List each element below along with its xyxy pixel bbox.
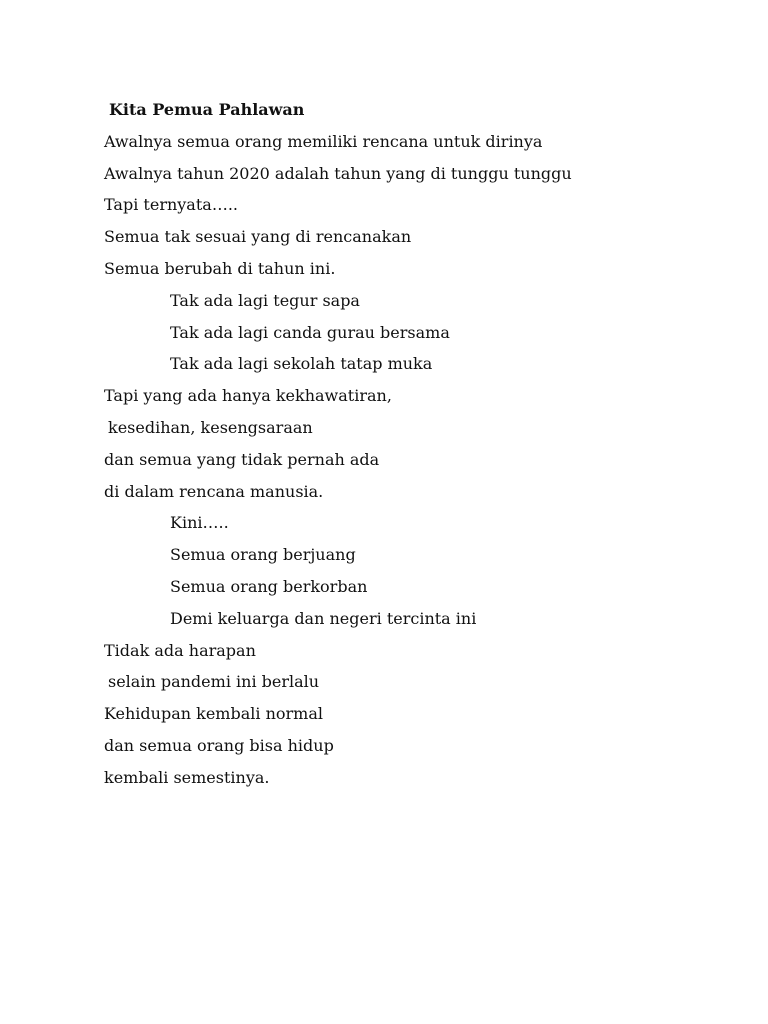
poem-line: selain pandemi ini berlalu [108, 672, 320, 692]
poem-line: Tidak ada harapan [104, 640, 256, 660]
poem-line: Awalnya tahun 2020 adalah tahun yang di tunggu tunggu [104, 163, 572, 183]
poem-line-indented: Semua orang berjuang [170, 545, 356, 565]
poem-line: Semua berubah di tahun ini. [104, 258, 336, 278]
poem-line: Semua tak sesuai yang di rencanakan [104, 227, 412, 247]
poem-line: Awalnya semua orang memiliki rencana untuk dirinya [104, 131, 543, 151]
poem-line-indented: Semua orang berkorban [170, 576, 368, 596]
poem-line-indented: Kini….. [170, 513, 229, 533]
poem-line: dan semua orang bisa hidup [104, 735, 334, 755]
poem-line-indented: Tak ada lagi canda gurau bersama [170, 322, 450, 342]
poem-body [104, 94, 704, 794]
poem-line: Tapi yang ada hanya kekhawatiran, [104, 386, 392, 406]
poem-line: kesedihan, kesengsaraan [108, 417, 313, 437]
poem-line-indented: Demi keluarga dan negeri tercinta ini [170, 608, 477, 628]
poem-line: kembali semestinya. [104, 767, 270, 787]
poem-line: di dalam rencana manusia. [104, 481, 324, 501]
poem-line: dan semua yang tidak pernah ada [104, 449, 380, 469]
poem-line-indented: Tak ada lagi sekolah tatap muka [170, 354, 433, 374]
poem-line: Kehidupan kembali normal [104, 704, 323, 724]
poem-line-indented: Tak ada lagi tegur sapa [170, 290, 360, 310]
poem-line: Tapi ternyata….. [104, 195, 238, 215]
poem-title: Kita Pemua Pahlawan [109, 100, 305, 119]
